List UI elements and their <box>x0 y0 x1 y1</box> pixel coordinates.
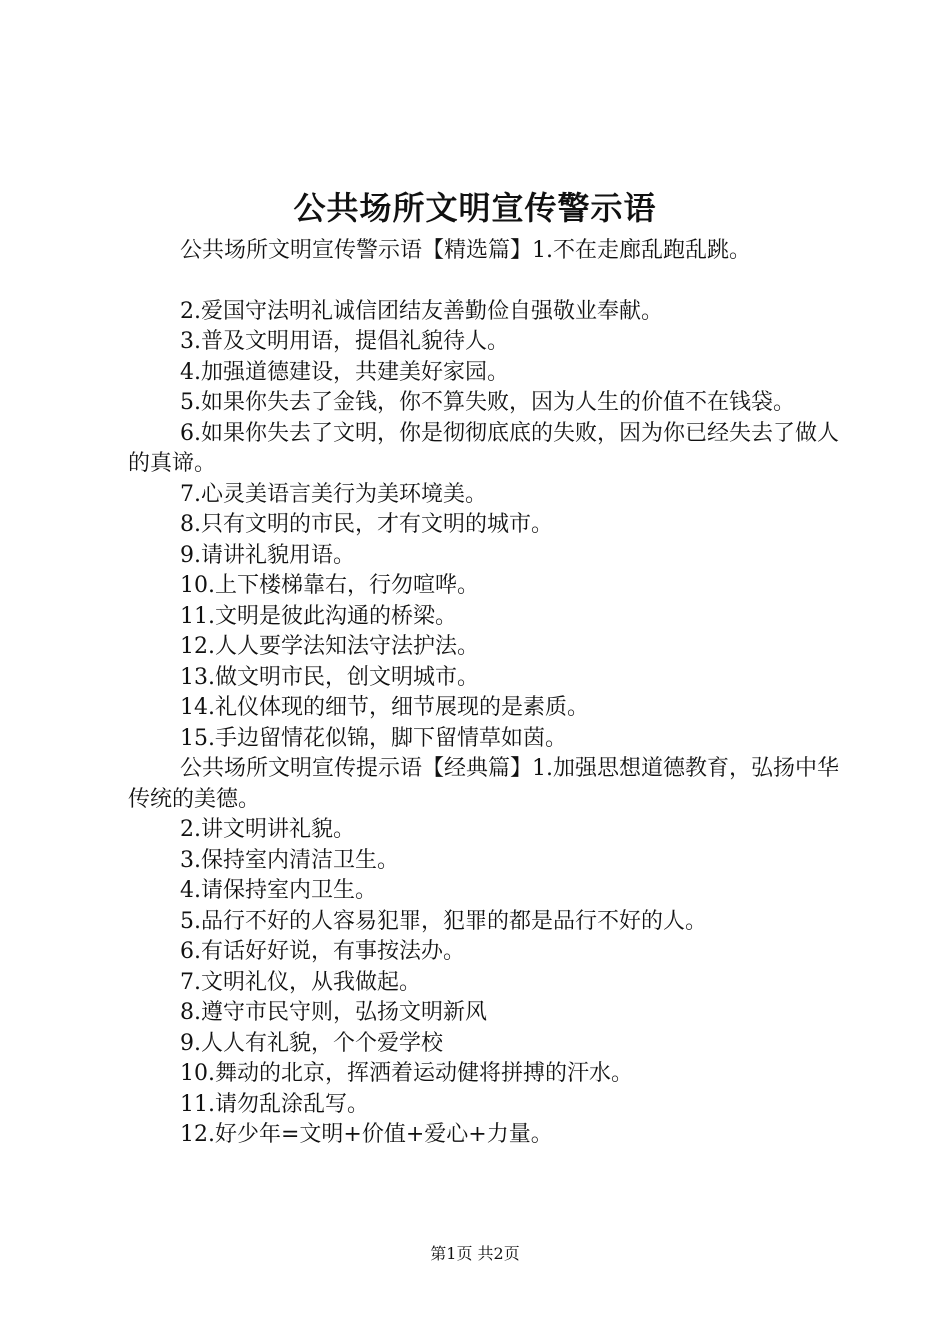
paragraph: 3.保持室内清洁卫生。 <box>180 847 399 873</box>
paragraph: 5.如果你失去了金钱，你不算失败，因为人生的价值不在钱袋。 <box>180 390 795 415</box>
paragraph: 公共场所文明宣传警示语【精选篇】1.不在走廊乱跑乱跳。 <box>180 238 751 263</box>
paragraph: 2.爱国守法明礼诚信团结友善勤俭自强敬业奉献。 <box>180 298 663 324</box>
paragraph: 14.礼仪体现的细节，细节展现的是素质。 <box>180 695 589 720</box>
paragraph: 15.手边留情花似锦，脚下留情草如茵。 <box>180 725 567 751</box>
paragraph: 12.好少年=文明+价值+爱心+力量。 <box>180 1122 553 1147</box>
paragraph: 10.舞动的北京，挥洒着运动健将拼搏的汗水。 <box>180 1061 633 1086</box>
paragraph: 8.只有文明的市民，才有文明的城市。 <box>180 512 553 537</box>
paragraph: 4.加强道德建设，共建美好家园。 <box>180 359 509 385</box>
paragraph: 5.品行不好的人容易犯罪，犯罪的都是品行不好的人。 <box>180 908 707 934</box>
paragraph: 13.做文明市民，创文明城市。 <box>180 664 479 690</box>
paragraph: 11.请勿乱涂乱写。 <box>180 1091 369 1117</box>
paragraph: 9.请讲礼貌用语。 <box>180 542 355 568</box>
paragraph: 7.心灵美语言美行为美环境美。 <box>180 481 487 507</box>
paragraph: 9.人人有礼貌，个个爱学校 <box>180 1030 443 1056</box>
paragraph: 公共场所文明宣传提示语【经典篇】1.加强思想道德教育，弘扬中华传统的美德。 <box>128 756 839 812</box>
paragraph: 11.文明是彼此沟通的桥梁。 <box>180 603 457 629</box>
paragraph: 2.讲文明讲礼貌。 <box>180 817 355 842</box>
paragraph: 7.文明礼仪，从我做起。 <box>180 969 421 995</box>
paragraph: 10.上下楼梯靠右，行勿喧哗。 <box>180 573 479 598</box>
paragraph: 4.请保持室内卫生。 <box>180 878 377 903</box>
paragraph: 3.普及文明用语，提倡礼貌待人。 <box>180 329 509 354</box>
paragraph: 6.有话好好说，有事按法办。 <box>180 939 465 964</box>
document-title: 公共场所文明宣传警示语 <box>293 189 657 227</box>
page-footer: 第1页 共2页 <box>430 1244 520 1263</box>
document-body <box>128 236 848 1151</box>
paragraph: 12.人人要学法知法守法护法。 <box>180 634 479 659</box>
paragraph: 6.如果你失去了文明，你是彻彻底底的失败，因为你已经失去了做人的真谛。 <box>128 420 839 476</box>
paragraph: 8.遵守市民守则，弘扬文明新风 <box>180 1000 487 1025</box>
